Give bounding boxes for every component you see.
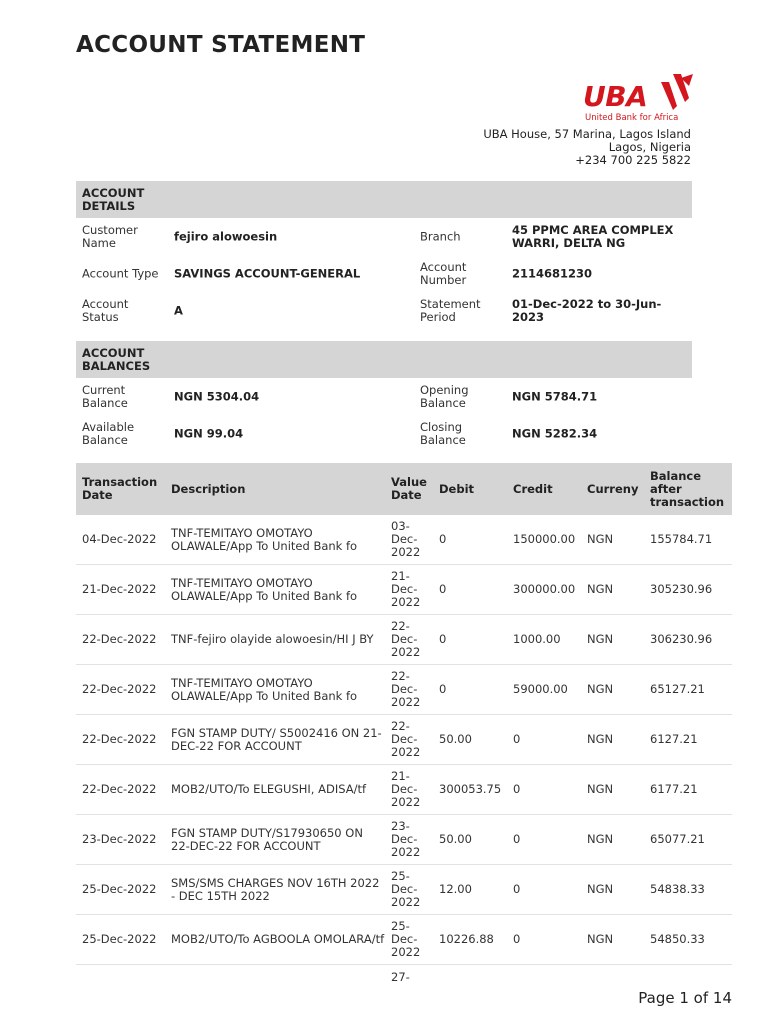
account-balances-heading: ACCOUNT BALANCES — [76, 341, 692, 378]
statement-period-label: Statement Period — [420, 296, 481, 324]
txn-currency: NGN — [581, 865, 644, 915]
txn-date: 22-Dec-2022 — [76, 665, 165, 715]
txn-value-date — [385, 515, 433, 565]
txn-credit: 300000.00 — [507, 565, 581, 615]
customer-name-value: fejiro alowoesin — [174, 229, 278, 243]
txn-value-date — [385, 965, 433, 1021]
txn-credit: 59000.00 — [507, 665, 581, 715]
account-type-label: Account Type — [82, 266, 159, 280]
transactions-header-row — [76, 463, 732, 515]
txn-balance: 306230.96 — [644, 615, 732, 665]
transactions-body — [76, 515, 732, 1020]
txn-value-date — [385, 715, 433, 765]
bank-address — [483, 128, 691, 167]
txn-balance: 6127.21 — [644, 715, 732, 765]
table-row — [76, 665, 732, 715]
txn-credit: 0 — [507, 915, 581, 965]
txn-debit: 0 — [433, 515, 507, 565]
logo-text: UBA — [583, 80, 648, 113]
txn-date — [76, 965, 165, 1021]
txn-value-date — [385, 565, 433, 615]
txn-description: TNF-TEMITAYO OMOTAYO OLAWALE/App To United Bank fo — [165, 665, 385, 715]
opening-balance-value: NGN 5784.71 — [512, 389, 598, 403]
txn-date: 25-Dec-2022 — [76, 865, 165, 915]
txn-date: 25-Dec-2022 — [76, 915, 165, 965]
balance-row — [76, 415, 692, 452]
txn-debit: 50.00 — [433, 715, 507, 765]
txn-debit: 0 — [433, 665, 507, 715]
value-date-text: 22-Dec-2022 — [391, 719, 421, 759]
table-row — [76, 765, 732, 815]
txn-currency: NGN — [581, 715, 644, 765]
txn-balance: 54838.33 — [644, 865, 732, 915]
address-phone: +234 700 225 5822 — [575, 153, 691, 167]
closing-balance-label: Closing Balance — [420, 419, 466, 447]
txn-credit: 0 — [507, 815, 581, 865]
txn-currency: NGN — [581, 565, 644, 615]
txn-value-date — [385, 915, 433, 965]
account-status-label: Account Status — [82, 296, 129, 324]
available-balance-label: Available Balance — [82, 419, 135, 447]
value-date-text: 23-Dec-2022 — [391, 819, 421, 859]
col-balance-after: Balance after transaction — [644, 463, 732, 515]
txn-credit: 0 — [507, 715, 581, 765]
txn-value-date — [385, 665, 433, 715]
txn-value-date — [385, 865, 433, 915]
opening-balance-label: Opening Balance — [420, 382, 469, 410]
col-credit: Credit — [507, 463, 581, 515]
value-date-text: 25-Dec-2022 — [391, 869, 421, 909]
table-row — [76, 515, 732, 565]
txn-description: MOB2/UTO/To AGBOOLA OMOLARA/tf — [165, 915, 385, 965]
txn-currency: NGN — [581, 815, 644, 865]
page-number: Page 1 of 14 — [638, 989, 732, 1007]
txn-balance: 54850.33 — [644, 915, 732, 965]
detail-row — [76, 292, 692, 329]
txn-currency: NGN — [581, 515, 644, 565]
customer-name-label: Customer Name — [82, 222, 138, 250]
account-number-value: 2114681230 — [512, 266, 593, 280]
txn-currency: NGN — [581, 765, 644, 815]
txn-balance: 305230.96 — [644, 565, 732, 615]
txn-description: SMS/SMS CHARGES NOV 16TH 2022 - DEC 15TH 2022 — [165, 865, 385, 915]
txn-description: MOB2/UTO/To ELEGUSHI, ADISA/tf — [165, 765, 385, 815]
txn-date: 22-Dec-2022 — [76, 715, 165, 765]
table-row — [76, 615, 732, 665]
txn-value-date — [385, 765, 433, 815]
col-value-date: Value Date — [385, 463, 433, 515]
detail-row — [76, 218, 692, 255]
address-line: UBA House, 57 Marina, Lagos Island — [483, 127, 691, 141]
table-row — [76, 815, 732, 865]
value-date-text: 21-Dec-2022 — [391, 769, 421, 809]
uba-logo — [583, 72, 693, 126]
address-line: Lagos, Nigeria — [608, 140, 691, 154]
value-date-text: 27- — [391, 970, 410, 984]
detail-row — [76, 255, 692, 292]
value-date-text: 22-Dec-2022 — [391, 619, 421, 659]
col-description: Description — [165, 463, 385, 515]
txn-debit: 0 — [433, 565, 507, 615]
txn-date: 04-Dec-2022 — [76, 515, 165, 565]
account-number-label: Account Number — [420, 259, 467, 287]
account-details-heading: ACCOUNT DETAILS — [76, 181, 692, 218]
branch-label: Branch — [420, 229, 461, 243]
col-currency: Curreny — [581, 463, 644, 515]
closing-balance-value: NGN 5282.34 — [512, 426, 598, 440]
table-row — [76, 865, 732, 915]
txn-value-date — [385, 815, 433, 865]
txn-debit: 50.00 — [433, 815, 507, 865]
uba-mark-icon — [659, 72, 693, 112]
txn-credit: 0 — [507, 865, 581, 915]
txn-date: 22-Dec-2022 — [76, 615, 165, 665]
statement-period-value: 01-Dec-2022 to 30-Jun-2023 — [512, 296, 662, 324]
account-type-value: SAVINGS ACCOUNT-GENERAL — [174, 266, 361, 280]
txn-debit: 300053.75 — [433, 765, 507, 815]
table-row — [76, 915, 732, 965]
current-balance-value: NGN 5304.04 — [174, 389, 260, 403]
value-date-text: 03-Dec-2022 — [391, 519, 421, 559]
account-details-section — [76, 181, 692, 329]
txn-description: TNF-TEMITAYO OMOTAYO OLAWALE/App To United Bank fo — [165, 565, 385, 615]
txn-currency: NGN — [581, 665, 644, 715]
txn-credit: 0 — [507, 765, 581, 815]
col-debit: Debit — [433, 463, 507, 515]
txn-debit: 0 — [433, 615, 507, 665]
txn-currency: NGN — [581, 915, 644, 965]
txn-description: FGN STAMP DUTY/S17930650 ON 22-DEC-22 FOR ACCOUNT — [165, 815, 385, 865]
txn-debit: 12.00 — [433, 865, 507, 915]
value-date-text: 25-Dec-2022 — [391, 919, 421, 959]
txn-credit: 150000.00 — [507, 515, 581, 565]
txn-date: 23-Dec-2022 — [76, 815, 165, 865]
txn-credit: 1000.00 — [507, 615, 581, 665]
txn-currency — [581, 965, 644, 1021]
table-row — [76, 965, 732, 1021]
txn-debit: 10226.88 — [433, 915, 507, 965]
current-balance-label: Current Balance — [82, 382, 128, 410]
col-transaction-date: Transaction Date — [76, 463, 165, 515]
value-date-text: 22-Dec-2022 — [391, 669, 421, 709]
txn-currency: NGN — [581, 615, 644, 665]
txn-date: 21-Dec-2022 — [76, 565, 165, 615]
table-row — [76, 715, 732, 765]
txn-balance: 6177.21 — [644, 765, 732, 815]
txn-balance: 155784.71 — [644, 515, 732, 565]
txn-description: TNF-fejiro olayide alowoesin/HI J BY — [165, 615, 385, 665]
available-balance-value: NGN 99.04 — [174, 426, 244, 440]
txn-balance: 65077.21 — [644, 815, 732, 865]
txn-debit — [433, 965, 507, 1021]
txn-balance: 65127.21 — [644, 665, 732, 715]
txn-date: 22-Dec-2022 — [76, 765, 165, 815]
account-balances-section — [76, 341, 692, 452]
logo-tagline: United Bank for Africa — [585, 113, 679, 123]
txn-description: TNF-TEMITAYO OMOTAYO OLAWALE/App To United Bank fo — [165, 515, 385, 565]
table-row — [76, 565, 732, 615]
transactions-table — [76, 463, 732, 1020]
txn-description — [165, 965, 385, 1021]
page-title: ACCOUNT STATEMENT — [76, 32, 366, 58]
txn-credit — [507, 965, 581, 1021]
account-status-value: A — [174, 303, 183, 317]
branch-value: 45 PPMC AREA COMPLEX WARRI, DELTA NG — [512, 222, 674, 250]
txn-value-date — [385, 615, 433, 665]
balance-row — [76, 378, 692, 415]
txn-description: FGN STAMP DUTY/ S5002416 ON 21-DEC-22 FOR ACCOUNT — [165, 715, 385, 765]
value-date-text: 21-Dec-2022 — [391, 569, 421, 609]
